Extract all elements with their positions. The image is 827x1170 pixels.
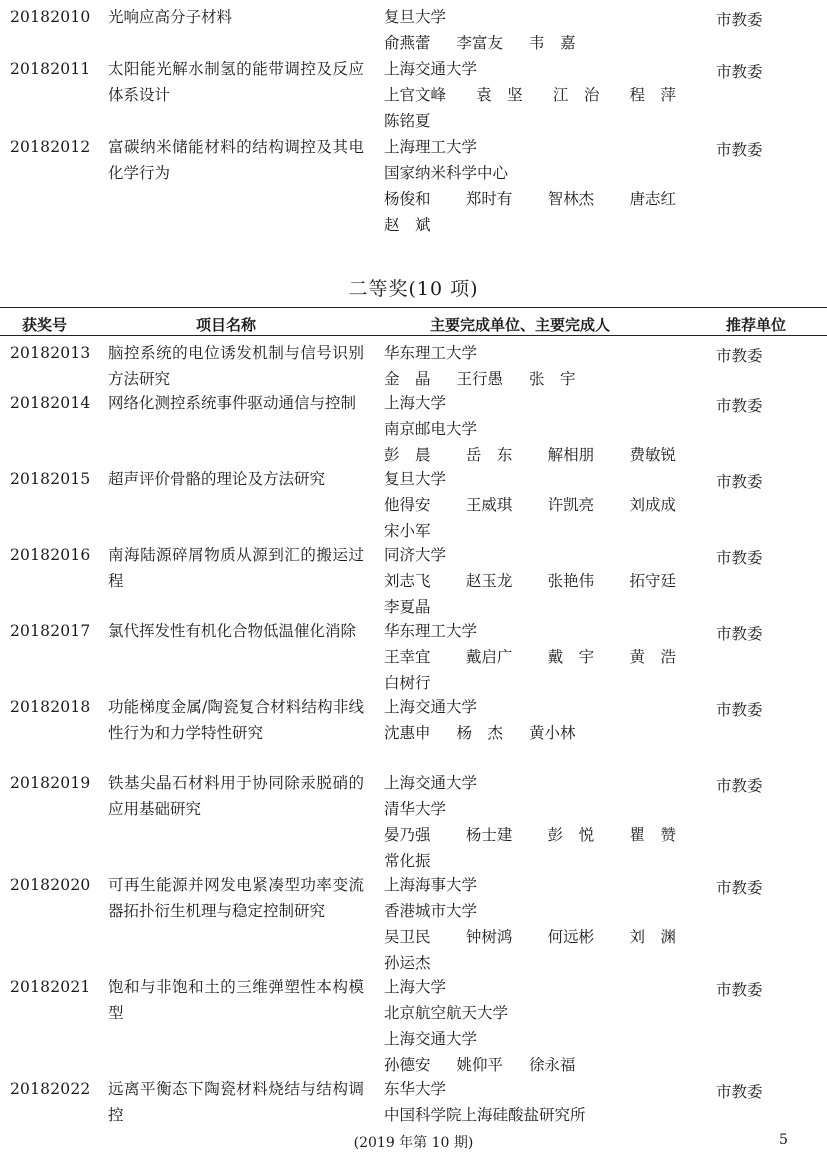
person: 孙德安 [384,1056,431,1074]
person: 江 治 [552,86,600,104]
project-name: 网络化测控系统事件驱动通信与控制 [108,394,357,412]
person: 吴卫民 [384,928,431,946]
person: 常化振 [384,852,431,870]
person: 戴 宇 [547,648,595,666]
recommender: 市教委 [716,981,763,999]
person: 上官文峰 [384,86,447,104]
recommender: 市教委 [716,473,763,491]
project-name: 脑控系统的电位诱发机制与信号识别方法研究 [108,344,364,388]
person: 钟树鸿 [465,928,513,946]
project-name: 南海陆源碎屑物质从源到汇的搬运过程 [108,546,364,590]
person: 王威琪 [465,496,513,514]
person: 姚仰平 [456,1056,504,1074]
people-line [384,1052,676,1078]
recommender: 市教委 [716,11,763,29]
issue-footer: (2019 年第 10 期) [353,1135,474,1151]
people-line [384,720,676,746]
people-line [384,568,676,594]
award-id: 20182013 [10,344,91,362]
person: 岳 东 [465,446,513,464]
unit-line: 上海大学 [384,978,447,996]
person: 袁 坚 [476,86,523,104]
award-id: 20182020 [10,876,91,894]
page-number: 5 [779,1132,788,1148]
person: 费敏锐 [629,446,676,464]
person: 韦 嘉 [529,34,576,52]
project-name: 功能梯度金属/陶瓷复合材料结构非线性行为和力学特性研究 [108,698,364,742]
award-id: 20182022 [10,1080,91,1098]
people-line [384,492,676,518]
recommender: 市教委 [716,141,763,159]
person: 杨 杰 [456,724,504,742]
project-name: 铁基尖晶石材料用于协同除汞脱硝的应用基础研究 [108,774,364,818]
header-name: 项目名称 [196,316,257,334]
header-id: 获奖号 [22,316,68,334]
person: 他得安 [384,496,431,514]
person: 刘成成 [629,496,676,514]
people-line [384,644,676,670]
unit-line: 上海大学 [384,394,447,412]
person: 许凯亮 [547,496,595,514]
award-id: 20182016 [10,546,91,564]
project-name: 太阳能光解水制氢的能带调控及反应体系设计 [108,60,364,104]
recommender: 市教委 [716,397,763,415]
person: 拓守廷 [629,572,676,590]
person: 陈铭夏 [384,112,431,130]
project-name: 可再生能源并网发电紧凑型功率变流器拓扑衍生机理与稳定控制研究 [108,876,364,920]
person: 张 宇 [529,370,576,388]
people-line [384,82,676,108]
recommender: 市教委 [716,777,763,795]
person: 郑时有 [465,190,513,208]
unit-line: 华东理工大学 [384,622,478,640]
unit-line: 上海交通大学 [384,774,478,792]
person: 赵 斌 [384,216,431,234]
people-line [384,822,676,848]
person: 李夏晶 [384,598,431,616]
unit-line: 东华大学 [384,1080,447,1098]
person: 戴启广 [465,648,513,666]
header-top-rule [0,307,827,308]
award-id: 20182012 [10,138,91,156]
header-unit: 主要完成单位、主要完成人 [430,316,611,334]
person: 杨俊和 [384,190,431,208]
person: 黄小林 [529,724,576,742]
award-id: 20182015 [10,470,91,488]
person: 彭 晨 [384,446,431,464]
person: 孙运杰 [384,954,431,972]
award-id: 20182011 [10,60,91,78]
person: 杨士建 [465,826,513,844]
unit-line: 上海交通大学 [384,60,478,78]
people-line [384,30,676,56]
unit-line: 复旦大学 [384,8,447,26]
person: 解相朋 [547,446,595,464]
award-id: 20182017 [10,622,91,640]
project-name: 富碳纳米储能材料的结构调控及其电化学行为 [108,138,364,182]
recommender: 市教委 [716,879,763,897]
award-id: 20182018 [10,698,91,716]
person: 瞿 赞 [629,826,676,844]
person: 晏乃强 [384,826,431,844]
header-bottom-rule [0,335,827,336]
unit-line: 清华大学 [384,800,447,818]
project-name: 氯代挥发性有机化合物低温催化消除 [108,622,357,640]
recommender: 市教委 [716,1083,763,1101]
person: 赵玉龙 [465,572,513,590]
award-id: 20182019 [10,774,91,792]
unit-line: 华东理工大学 [384,344,478,362]
person: 王幸宜 [384,648,431,666]
recommender: 市教委 [716,63,763,81]
person: 张艳伟 [547,572,595,590]
person: 宋小军 [384,522,431,540]
section-title: 二等奖(10 项) [348,278,479,300]
person: 李富友 [456,34,504,52]
person: 唐志红 [629,190,676,208]
people-line [384,924,676,950]
person: 金 晶 [384,370,431,388]
award-id: 20182010 [10,8,91,26]
person: 刘 渊 [629,928,676,946]
person: 彭 悦 [547,826,595,844]
unit-line: 香港城市大学 [384,902,478,920]
header-rec: 推荐单位 [726,316,787,334]
people-line [384,366,676,392]
project-name: 超声评价骨骼的理论及方法研究 [108,470,326,488]
unit-line: 南京邮电大学 [384,420,478,438]
unit-line: 中国科学院上海硅酸盐研究所 [384,1106,586,1124]
people-line [384,442,676,468]
person: 何远彬 [547,928,595,946]
person: 俞燕蕾 [384,34,431,52]
award-id: 20182021 [10,978,91,996]
unit-line: 上海理工大学 [384,138,478,156]
person: 黄 浩 [629,648,676,666]
person: 白树行 [384,674,431,692]
person: 沈惠申 [384,724,431,742]
project-name: 远离平衡态下陶瓷材料烧结与结构调控 [108,1080,364,1124]
project-name: 饱和与非饱和土的三维弹塑性本构模型 [108,978,364,1022]
unit-line: 上海海事大学 [384,876,478,894]
person: 刘志飞 [384,572,431,590]
person: 王行愚 [456,370,504,388]
unit-line: 北京航空航天大学 [384,1004,509,1022]
unit-line: 上海交通大学 [384,698,478,716]
recommender: 市教委 [716,625,763,643]
recommender: 市教委 [716,701,763,719]
recommender: 市教委 [716,549,763,567]
award-id: 20182014 [10,394,91,412]
unit-line: 国家纳米科学中心 [384,164,509,182]
person: 程 萍 [629,86,676,104]
unit-line: 复旦大学 [384,470,447,488]
people-line [384,186,676,212]
unit-line: 同济大学 [384,546,447,564]
unit-line: 上海交通大学 [384,1030,478,1048]
recommender: 市教委 [716,347,763,365]
person: 徐永福 [529,1056,576,1074]
project-name: 光响应高分子材料 [108,8,233,26]
person: 智林杰 [547,190,595,208]
